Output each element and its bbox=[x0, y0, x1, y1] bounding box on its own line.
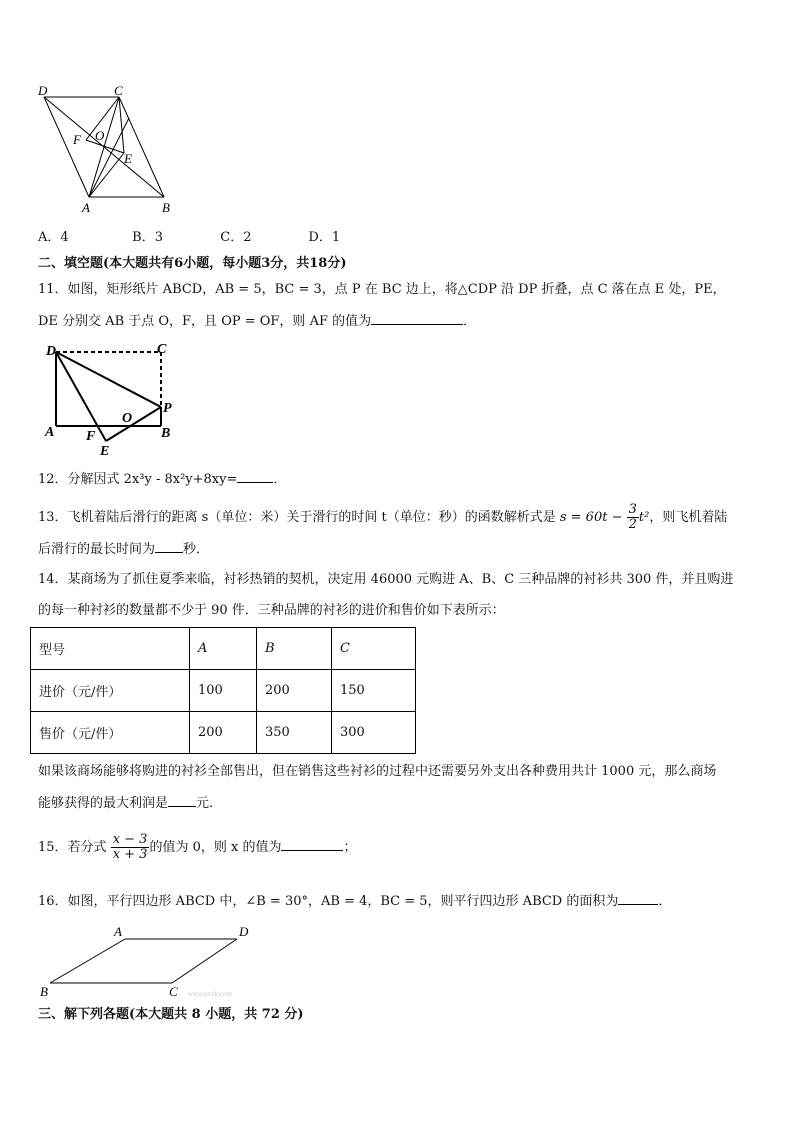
q12-end: ． bbox=[273, 472, 287, 487]
figure2-label-o: O bbox=[122, 411, 133, 426]
watermark-text: www.zxxk.com bbox=[188, 990, 232, 998]
q15 bbox=[38, 833, 356, 862]
figure1-label-a: A bbox=[82, 200, 90, 215]
q14-line4 bbox=[38, 793, 222, 813]
q13-text: 13．飞机着陆后滑行的距离 s（单位：米）关于滑行的时间 t（单位：秒）的函数解析式是 bbox=[38, 510, 556, 525]
table-cell: 200 bbox=[257, 670, 332, 712]
q15-text: 15．若分式 bbox=[38, 840, 107, 855]
q13-fraction-denominator: 2 bbox=[628, 517, 637, 532]
option-c: C．2 bbox=[220, 230, 252, 245]
figure-parallelogram-diagram bbox=[30, 80, 180, 215]
table-cell: 300 bbox=[332, 712, 416, 754]
q13-formula-left: s = 60t − bbox=[559, 510, 623, 525]
q15-fraction bbox=[111, 833, 150, 862]
price-table bbox=[30, 627, 416, 754]
q12-text: 12．分解因式 2x³y - 8x²y+8xy= bbox=[38, 472, 238, 487]
q13-formula-right: t² bbox=[638, 510, 650, 525]
table-row bbox=[31, 712, 416, 754]
q16-end: ． bbox=[658, 894, 672, 909]
figure1-label-f: F bbox=[73, 132, 81, 147]
option-b: B．3 bbox=[132, 230, 163, 245]
figure2-label-e: E bbox=[100, 444, 110, 458]
option-d: D．1 bbox=[308, 230, 341, 245]
q11-line2-end: ． bbox=[463, 314, 477, 329]
figure3-label-c: C bbox=[169, 984, 178, 999]
table-cell: 150 bbox=[332, 670, 416, 712]
q15-fraction-denominator: x + 3 bbox=[112, 847, 148, 862]
figure2-label-b: B bbox=[161, 426, 171, 441]
figure2-label-p: P bbox=[163, 401, 172, 416]
section2-heading: 二、填空题(本大题共有6小题，每小题3分，共18分) bbox=[38, 256, 347, 271]
q12 bbox=[38, 469, 286, 489]
table-row bbox=[31, 670, 416, 712]
q13-fraction-numerator: 3 bbox=[628, 502, 637, 517]
figure1-label-c: C bbox=[114, 83, 123, 98]
option-a: A．4 bbox=[38, 230, 69, 245]
q14-line2: 的每一种衬衫的数量都不少于 90 件．三种品牌的衬衫的进价和售价如下表所示： bbox=[38, 603, 505, 618]
figure2-label-f: F bbox=[86, 429, 96, 444]
q13-line2-end: 秒． bbox=[183, 542, 210, 557]
q13-answer-blank bbox=[155, 539, 183, 553]
q16-text: 16．如图，平行四边形 ABCD 中，∠B = 30°，AB = 4，BC = 5，则平行四边形 ABCD 的面积为 bbox=[38, 894, 619, 909]
q13-line2-text: 后滑行的最长时间为 bbox=[38, 542, 156, 557]
table-cell: 350 bbox=[257, 712, 332, 754]
table-cell: 100 bbox=[190, 670, 257, 712]
figure1-label-e: E bbox=[124, 151, 132, 166]
section3-heading: 三、解下列各题(本大题共 8 小题，共 72 分) bbox=[38, 1007, 304, 1022]
q14-answer-blank bbox=[168, 793, 196, 807]
figure2-label-a: A bbox=[45, 425, 55, 440]
q15-end: ； bbox=[343, 840, 357, 855]
q15-fraction-numerator: x − 3 bbox=[112, 832, 148, 847]
q16-answer-blank bbox=[618, 891, 658, 905]
q13-line2 bbox=[38, 539, 209, 559]
q14-line1: 14．某商场为了抓住夏季来临，衬衫热销的契机，决定用 46000 元购进 A、B、C 三种品牌的衬衫共 300 件，并且购进 bbox=[38, 572, 734, 587]
table-header-cell: 型号 bbox=[31, 628, 190, 670]
q11-line2 bbox=[38, 311, 476, 331]
q10-options bbox=[38, 229, 340, 247]
q13-formula-fraction bbox=[627, 503, 639, 532]
q11-line2-text: DE 分别交 AB 于点 O，F，且 OP = OF，则 AF 的值为 bbox=[38, 314, 372, 329]
q14-line4-end: 元． bbox=[196, 796, 223, 811]
q15-text-mid: 的值为 0，则 x 的值为 bbox=[149, 840, 282, 855]
q14-line4-text: 能够获得的最大利润是 bbox=[38, 796, 169, 811]
figure3-label-b: B bbox=[40, 984, 48, 999]
figure1-label-o: O bbox=[95, 128, 105, 143]
figure3-label-a: A bbox=[114, 924, 122, 939]
table-header-cell: C bbox=[332, 628, 416, 670]
figure2-label-c: C bbox=[157, 342, 167, 357]
figure-rectangle-fold-diagram bbox=[40, 338, 190, 458]
q11-answer-blank bbox=[371, 311, 463, 325]
table-cell: 进价（元/件） bbox=[31, 670, 190, 712]
figure2-label-d: D bbox=[46, 344, 57, 359]
figure1-label-d: D bbox=[38, 83, 48, 98]
table-cell: 售价（元/件） bbox=[31, 712, 190, 754]
q15-answer-blank bbox=[281, 837, 343, 851]
table-header-cell: A bbox=[190, 628, 257, 670]
figure-parallelogram-abcd-diagram bbox=[36, 922, 266, 1002]
q16 bbox=[38, 891, 671, 911]
table-cell: 200 bbox=[190, 712, 257, 754]
table-header-cell: B bbox=[257, 628, 332, 670]
q11-line1: 11．如图，矩形纸片 ABCD，AB = 5，BC = 3，点 P 在 BC 边上，将△CDP 沿 DP 折叠，点 C 落在点 E 处，PE， bbox=[38, 282, 726, 297]
q14-line3: 如果该商场能够将购进的衬衫全部售出，但在销售这些衬衫的过程中还需要另外支出各种费用共计 1000 元，那么商场 bbox=[38, 764, 717, 779]
q13-text-end: ，则飞机着陆 bbox=[649, 510, 728, 525]
figure1-label-b: B bbox=[162, 200, 170, 215]
q13-line1 bbox=[38, 503, 727, 532]
q12-answer-blank bbox=[237, 469, 273, 483]
figure3-label-d: D bbox=[239, 924, 249, 939]
table-row bbox=[31, 628, 416, 670]
